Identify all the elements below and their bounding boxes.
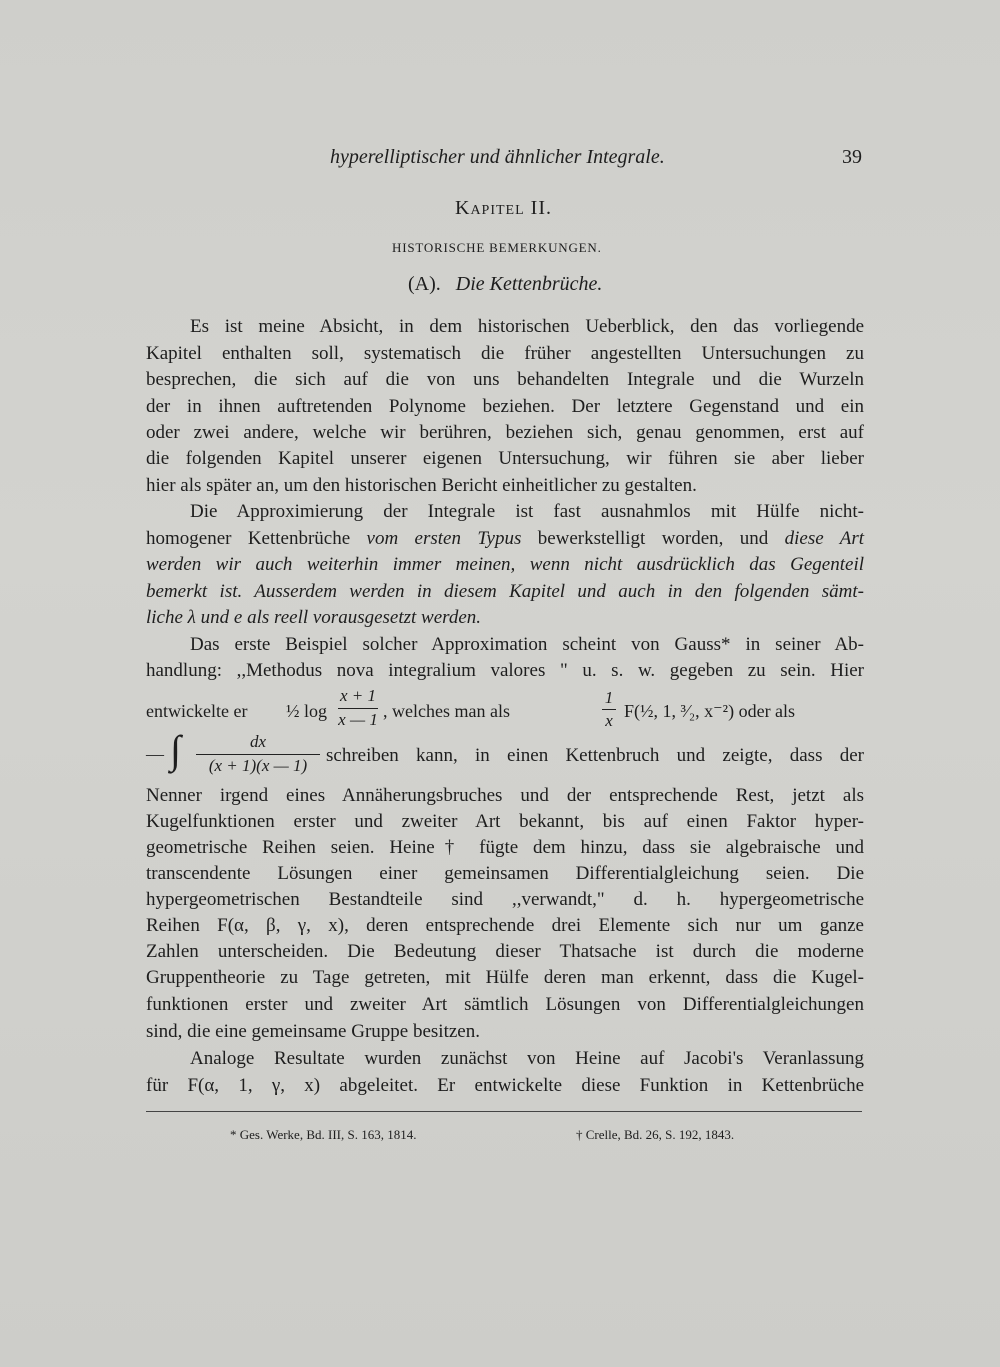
chapter-label: Kapitel (455, 197, 525, 219)
text-line: sind, die eine gemeinsame Gruppe besitzen. (146, 1021, 480, 1042)
text-line: bemerkt ist. Ausserdem werden in diesem Kapitel und auch in den folgenden sämt- (146, 581, 864, 602)
text-line: besprechen, die sich auf die von uns behandelten Integrale und die Wurzeln (146, 369, 864, 390)
text-line: hypergeometrischen Bestandteile sind ,,verwandt," d. h. hypergeometrische (146, 889, 864, 910)
text-line: Das erste Beispiel solcher Approximation scheint von Gauss* in seiner Ab- (190, 634, 864, 655)
text-line: homogener Kettenbrüche vom ersten Typus bewerkstelligt worden, und diese Art (146, 528, 864, 549)
text-line: werden wir auch weiterhin immer meinen, wenn nicht ausdrücklich das Gegenteil (146, 554, 864, 575)
footnote-rule (146, 1111, 862, 1112)
text-line: geometrische Reihen seien. Heine† fügte dem hinzu, dass sie algebraische und (146, 837, 864, 858)
text-line: transcendente Lösungen einer gemeinsamen Differentialgleichung seien. Die (146, 863, 864, 884)
text-line: hier als später an, um den historischen Bericht einheitlicher zu gestalten. (146, 475, 697, 496)
chapter-number: II. (530, 197, 552, 219)
fraction-bar (338, 708, 378, 709)
text-line: funktionen erster und zweiter Art sämtlich Lösungen von Differentialgleichungen (146, 994, 864, 1015)
formula-numerator: x + 1 (339, 686, 377, 705)
fraction-bar (602, 709, 616, 710)
text-line: Nenner irgend eines Annäherungsbruches und der entsprechende Rest, jetzt als (146, 785, 864, 806)
text-line: Analoge Resultate wurden zunächst von Heine auf Jacobi's Veranlassung (190, 1048, 864, 1069)
text-line: Zahlen unterscheiden. Die Bedeutung dieser Thatsache ist durch die moderne (146, 941, 864, 962)
page-number: 39 (842, 146, 862, 168)
formula-denominator: (x + 1)(x — 1) (208, 756, 308, 775)
text-line: Kugelfunktionen erster und zweiter Art bekannt, bis auf einen Faktor hyper- (146, 811, 864, 832)
section-title: HISTORISCHE BEMERKUNGEN. (392, 240, 602, 255)
footnote-crelle: † Crelle, Bd. 26, S. 192, 1843. (576, 1127, 735, 1142)
formula-numerator: 1 (604, 688, 614, 707)
integral-sign: ∫ (170, 727, 181, 772)
subsection-title: Die Kettenbrüche. (455, 273, 603, 295)
text-line: liche λ und e als reell vorausgesetzt werden. (146, 607, 482, 628)
formula-denominator: x — 1 (338, 710, 378, 729)
subsection-heading (408, 273, 602, 296)
text-line: handlung: ,,Methodus nova integralium valores " u. s. w. gegeben zu sein. Hier (146, 660, 864, 681)
text-line: schreiben kann, in einen Kettenbruch und zeigte, dass der (326, 745, 864, 766)
formula-log: ½ log (286, 701, 328, 721)
text-line: für F(α, 1, γ, x) abgeleitet. Er entwickelte diese Funktion in Kettenbrüche (146, 1075, 864, 1096)
text-line: die folgenden Kapitel unserer eigenen Untersuchung, wir führen sie aber lieber (146, 448, 864, 469)
text-line: oder zwei andere, welche wir berühren, beziehen sich, genau genommen, erst auf (146, 422, 864, 443)
text-line: Die Approximierung der Integrale ist fast ausnahmlos mit Hülfe nicht- (190, 501, 864, 522)
formula-text: , welches man als (383, 701, 510, 721)
text-line: Gruppentheorie zu Tage getreten, mit Hülfe deren man erkennt, dass die Kugel- (146, 967, 864, 988)
fraction-bar (196, 754, 320, 755)
text-line: Kapitel enthalten soll, systematisch die früher angestellten Untersuchungen zu (146, 343, 864, 364)
text-line: Es ist meine Absicht, in dem historischen Ueberblick, den das vorliegende (190, 316, 864, 337)
running-header: hyperelliptischer und ähnlicher Integrale. (330, 146, 665, 168)
subsection-label: (A). (408, 273, 441, 295)
formula-minus: — (146, 744, 164, 764)
text-line: der in ihnen auftretenden Polynome beziehen. Der letztere Gegenstand und ein (146, 396, 864, 417)
formula-numerator: dx (249, 732, 267, 751)
formula-text: entwickelte er (146, 701, 248, 721)
footnote-gauss: * Ges. Werke, Bd. III, S. 163, 1814. (230, 1127, 417, 1142)
chapter-heading (455, 197, 552, 220)
text-line: Reihen F(α, β, γ, x), deren entsprechende drei Elemente sich nur um ganze (146, 915, 864, 936)
formula-function: F(½, 1, ³⁄₂, x⁻²) oder als (624, 701, 796, 721)
formula-denominator: x (605, 711, 613, 730)
